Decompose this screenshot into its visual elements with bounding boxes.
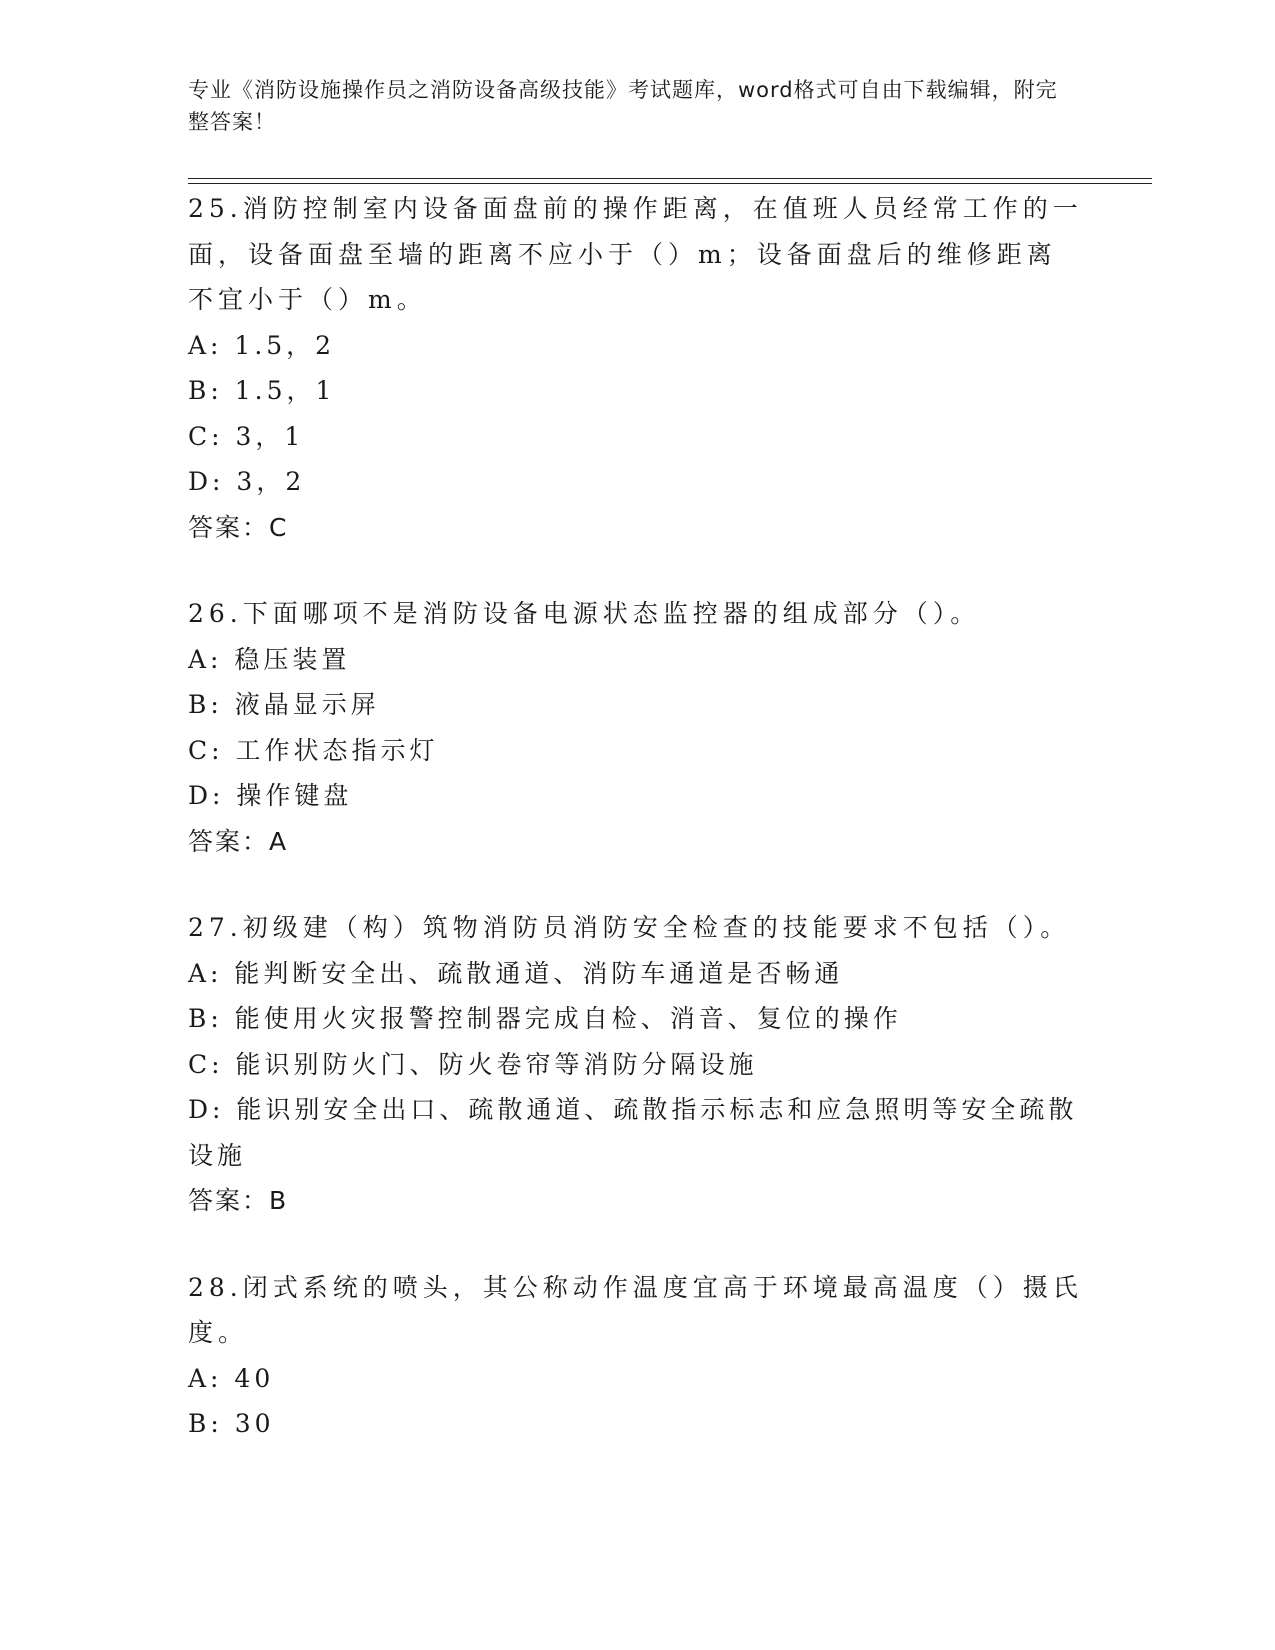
option-b: B: 30 <box>188 1409 275 1438</box>
header-divider-bottom <box>188 183 1152 184</box>
question-stem: 27.初级建（构）筑物消防员消防安全检查的技能要求不包括（）。 <box>188 913 1071 942</box>
option-b: B: 液晶显示屏 <box>188 690 380 719</box>
option-d: D: 操作键盘 <box>188 781 353 810</box>
question-list <box>188 186 1083 1488</box>
answer: 答案：B <box>188 1186 289 1215</box>
question-stem: 28.闭式系统的喷头，其公称动作温度宜高于环境最高温度（）摄氏度。 <box>188 1272 1083 1347</box>
question-stem: 26.下面哪项不是消防设备电源状态监控器的组成部分（）。 <box>188 599 981 628</box>
option-d: D: 3，2 <box>188 467 306 496</box>
option-c: C: 工作状态指示灯 <box>188 735 439 765</box>
option-d: D: 能识别安全出口、疏散通道、疏散指示标志和应急照明等安全疏散设施 <box>188 1095 1078 1170</box>
question-25 <box>188 186 1083 550</box>
option-c: C: 能识别防火门、防火卷帘等消防分隔设施 <box>188 1049 758 1079</box>
option-a: A: 40 <box>188 1363 275 1393</box>
document-header: 专业《消防设施操作员之消防设备高级技能》考试题库，word格式可自由下载编辑，附完整答案！ <box>188 78 1058 134</box>
question-stem: 25.消防控制室内设备面盘前的操作距离，在值班人员经常工作的一面，设备面盘至墙的距离不应小于（）m；设备面盘后的维修距离不宜小于（）m。 <box>188 194 1083 314</box>
option-b: B: 1.5，1 <box>188 376 336 405</box>
header-divider-top <box>188 178 1152 179</box>
option-a: A: 稳压装置 <box>188 644 351 674</box>
question-28 <box>188 1265 1083 1447</box>
option-b: B: 能使用火灾报警控制器完成自检、消音、复位的操作 <box>188 1004 902 1033</box>
option-a: A: 能判断安全出、疏散通道、消防车通道是否畅通 <box>188 958 844 988</box>
answer: 答案：A <box>188 826 289 856</box>
answer: 答案：C <box>188 512 289 542</box>
question-26 <box>188 591 1083 864</box>
option-c: C: 3，1 <box>188 421 305 451</box>
option-a: A: 1.5，2 <box>188 330 336 360</box>
question-27 <box>188 905 1083 1224</box>
